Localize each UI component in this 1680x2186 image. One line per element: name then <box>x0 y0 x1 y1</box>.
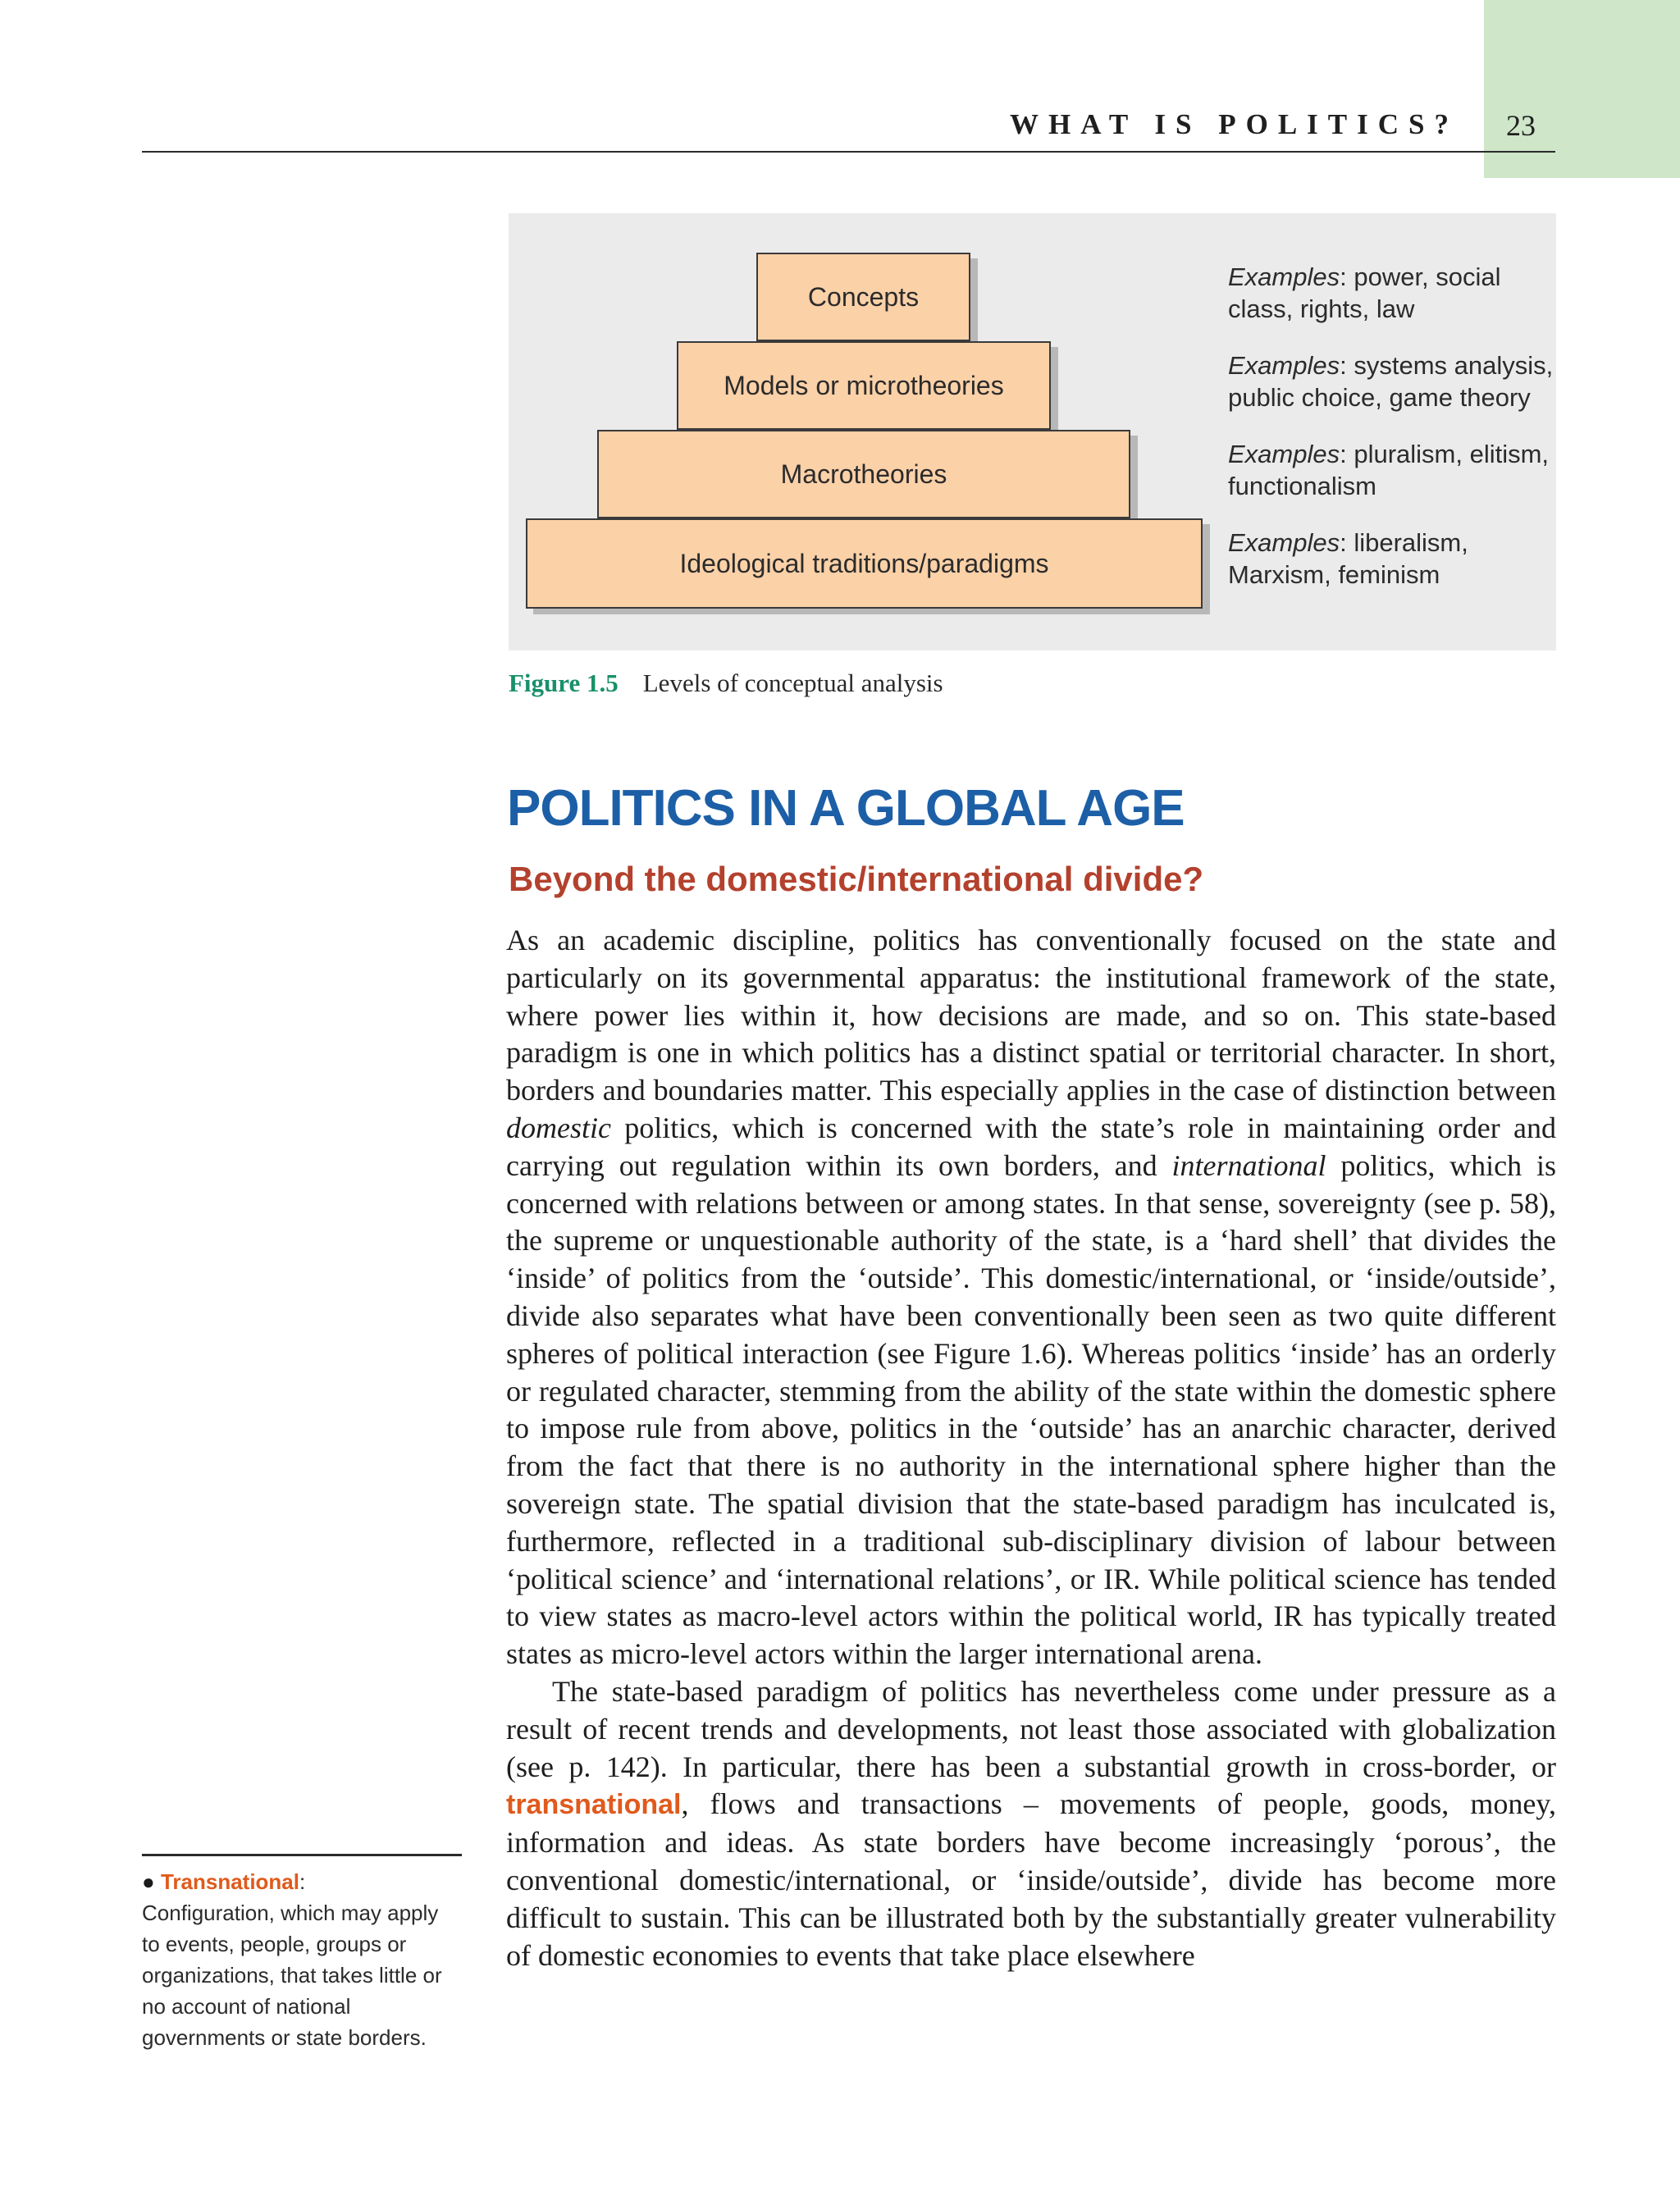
page-number: 23 <box>1506 109 1536 142</box>
example-text: : systems analysis, public choice, game theory <box>1228 351 1554 412</box>
tier-ideological-traditions <box>526 518 1203 609</box>
figure-number: Figure 1.5 <box>509 669 619 697</box>
emphasis-international: international <box>1171 1148 1326 1182</box>
example-models <box>1228 349 1556 413</box>
text-run: politics, which is concerned with the state’s role in maintaining order and carrying out regulation within its own borders, and <box>506 1111 1556 1182</box>
section-subtitle: Beyond the domestic/international divide? <box>509 860 1204 898</box>
emphasis-domestic: domestic <box>506 1111 611 1144</box>
running-head-title: WHAT IS POLITICS? <box>1010 108 1459 140</box>
example-concepts <box>1228 261 1556 325</box>
example-text: : pluralism, elitism, functionalism <box>1228 440 1550 500</box>
tier-concepts <box>756 253 970 341</box>
example-ideological <box>1228 527 1556 591</box>
text-run: As an academic discipline, politics has conventionally focused on the state and particularly on its governmental apparatus: the institutional framework of the state, where power lies within it, how decisions are made, and so on. This state-based paradigm is one in which politics has a distinct spatial or territorial character. In short, borders and boundaries matter. This especially applies in the case of distinction between <box>506 924 1556 1107</box>
tier-label: Concepts <box>807 281 920 312</box>
text-run: politics, which is concerned with relations between or among states. In that sense, sovereignty (see p. 58), the supreme or unquestionable authority of the state, is a ‘hard shell’ that divides the ‘inside’ of politics from the ‘outside’. This domestic/international, or ‘inside/outside’, divide also separates what have been conventionally been seen as two quite different spheres of political interaction (see Figure 1.6). Whereas politics ‘inside’ has an orderly or regulated character, stemming from the ability of the state within the domestic sphere to impose rule from above, politics in the ‘outside’ has an anarchic character, derived from the fact that there is no authority in the international sphere higher than the sovereign state. The spatial division that the state-based paradigm has inculcated is, furthermore, reflected in a traditional sub-disciplinary division of labour between ‘political science’ and ‘international relations’, or IR. While political science has tended to view states as macro-level actors within the political world, IR has typically treated states as micro-level actors within the larger international arena. <box>506 1148 1556 1671</box>
text-run: , flows and transactions – movements of people, goods, money, information and ideas. As state borders have become increasingly ‘porous’, the conventional domestic/international, or ‘inside/outside’, divide has become more difficult to sustain. This can be illustrated both by the substantially greater vulnerability of domestic economies to events that take place elsewhere <box>506 1787 1556 1972</box>
example-text: : liberalism, Marxism, feminism <box>1228 528 1468 589</box>
example-text: : power, social class, rights, law <box>1228 262 1501 323</box>
paragraph-2 <box>506 1673 1556 1974</box>
example-prefix: Examples <box>1228 528 1340 557</box>
margin-note-term: Transnational <box>160 1869 299 1894</box>
keyword-transnational: transnational <box>506 1789 682 1821</box>
figure-caption <box>509 669 943 698</box>
body-text <box>506 922 1556 1974</box>
tier-label: Macrotheories <box>780 459 947 489</box>
running-head <box>142 103 1555 153</box>
figure-levels-diagram <box>509 213 1556 650</box>
section-title: POLITICS IN A GLOBAL AGE <box>507 780 1185 837</box>
tier-macrotheories <box>597 430 1130 518</box>
text-run: The state-based paradigm of politics has nevertheless come under pressure as a result of recent trends and developments, not least those associated with globalization (see p. 142). In particular, there has been a substantial growth in cross-border, or <box>506 1674 1556 1783</box>
tier-models <box>677 341 1051 430</box>
example-prefix: Examples <box>1228 351 1340 380</box>
paragraph-1 <box>506 922 1556 1673</box>
example-macrotheories <box>1228 438 1556 502</box>
margin-note-colon: : <box>299 1869 306 1894</box>
margin-note-transnational <box>142 1854 462 2053</box>
tier-label: Models or microtheories <box>724 370 1004 400</box>
example-prefix: Examples <box>1228 262 1340 291</box>
tier-label: Ideological traditions/paradigms <box>679 548 1049 578</box>
example-prefix: Examples <box>1228 440 1340 468</box>
bullet-icon: ● <box>142 1869 155 1894</box>
margin-note-definition: Configuration, which may apply to events, people, groups or organizations, that takes little or no account of national governments or state borders. <box>142 1901 442 2050</box>
figure-caption-text: Levels of conceptual analysis <box>642 669 943 697</box>
